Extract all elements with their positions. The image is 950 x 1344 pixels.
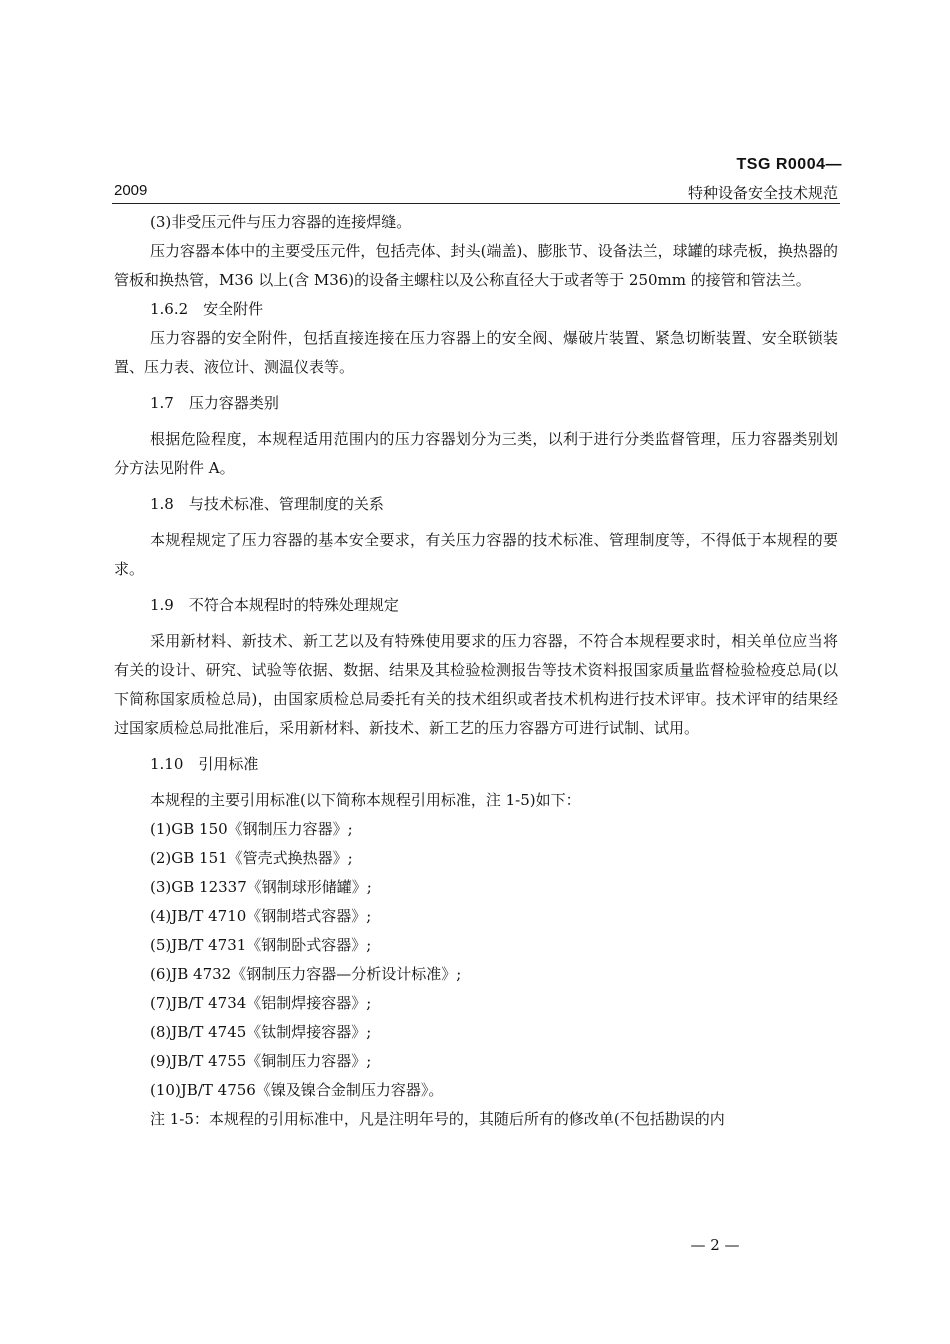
- note-paragraph: 注 1-5：本规程的引用标准中，凡是注明年号的，其随后所有的修改单(不包括勘误的内: [150, 1110, 725, 1128]
- section-heading: 1.8 与技术标准、管理制度的关系: [150, 495, 384, 513]
- document-body: [114, 208, 838, 1134]
- header-divider: [112, 203, 840, 204]
- page-number: — 2 —: [690, 1236, 740, 1254]
- section-heading: 1.7 压力容器类别: [150, 394, 279, 412]
- list-item: (3)非受压元件与压力容器的连接焊缝。: [150, 213, 412, 231]
- section-heading: 1.6.2 安全附件: [150, 300, 264, 318]
- list-item: (5)JB/T 4731《钢制卧式容器》;: [150, 936, 372, 954]
- paragraph: 本规程的主要引用标准(以下简称本规程引用标准，注 1-5)如下：: [150, 791, 581, 809]
- list-item: (2)GB 151《管壳式换热器》;: [150, 849, 353, 867]
- list-item: (10)JB/T 4756《镍及镍合金制压力容器》。: [150, 1081, 444, 1099]
- list-item: (9)JB/T 4755《铜制压力容器》;: [150, 1052, 372, 1070]
- paragraph: 压力容器的安全附件，包括直接连接在压力容器上的安全阀、爆破片装置、紧急切断装置、安全联锁装置、压力表、液位计、测温仪表等。: [114, 329, 838, 376]
- header-year: 2009: [114, 182, 148, 199]
- paragraph: 采用新材料、新技术、新工艺以及有特殊使用要求的压力容器，不符合本规程要求时，相关单位应当将有关的设计、研究、试验等依据、数据、结果及其检验检测报告等技术资料报国家质量监督检验检疫总局(以下简称国家质检总局)，由国家质检总局委托有关的技术组织或者技术机构进行技术评审。技术评审的结果经过国家质检总局批准后，采用新材料、新技术、新工艺的压力容器方可进行试制、试用。: [114, 632, 838, 737]
- paragraph: 压力容器本体中的主要受压元件，包括壳体、封头(端盖)、膨胀节、设备法兰，球罐的球壳板，换热器的管板和换热管，M36 以上(含 M36)的设备主螺柱以及公称直径大于或者等于 250mm 的接管和管法兰。: [114, 242, 838, 289]
- list-item: (6)JB 4732《钢制压力容器—分析设计标准》;: [150, 965, 462, 983]
- section-heading: 1.9 不符合本规程时的特殊处理规定: [150, 596, 399, 614]
- list-item: (4)JB/T 4710《钢制塔式容器》;: [150, 907, 372, 925]
- header-title: 特种设备安全技术规范: [687, 184, 838, 202]
- header-standard-code: TSG R0004—: [736, 156, 842, 173]
- paragraph: 本规程规定了压力容器的基本安全要求，有关压力容器的技术标准、管理制度等，不得低于本规程的要求。: [114, 531, 838, 578]
- list-item: (7)JB/T 4734《铝制焊接容器》;: [150, 994, 372, 1012]
- paragraph: 根据危险程度，本规程适用范围内的压力容器划分为三类，以利于进行分类监督管理，压力容器类别划分方法见附件 A。: [114, 430, 838, 477]
- section-heading: 1.10 引用标准: [150, 755, 259, 773]
- list-item: (3)GB 12337《钢制球形储罐》;: [150, 878, 372, 896]
- list-item: (8)JB/T 4745《钛制焊接容器》;: [150, 1023, 372, 1041]
- list-item: (1)GB 150《钢制压力容器》;: [150, 820, 353, 838]
